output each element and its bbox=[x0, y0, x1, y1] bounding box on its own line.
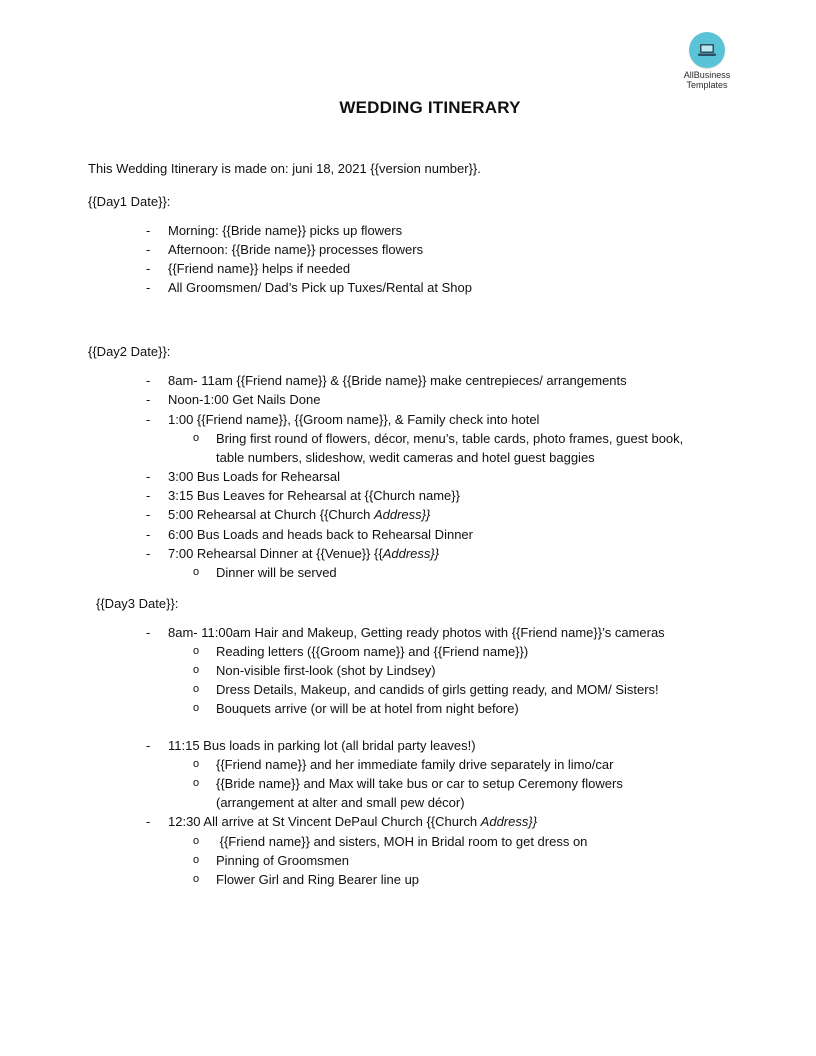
dash-bullet: - bbox=[146, 488, 151, 503]
dash-bullet: - bbox=[146, 814, 151, 829]
dash-bullet: - bbox=[146, 469, 151, 484]
day2-heading: {{Day2 Date}}: bbox=[88, 344, 171, 359]
company-logo bbox=[676, 32, 738, 90]
logo-text-line1: AllBusiness bbox=[683, 70, 731, 80]
circle-bullet: o bbox=[193, 758, 200, 770]
dash-bullet: - bbox=[146, 546, 151, 561]
laptop-icon bbox=[689, 32, 725, 68]
dash-bullet: - bbox=[146, 373, 151, 388]
circle-bullet: o bbox=[193, 683, 200, 695]
circle-bullet: o bbox=[193, 645, 200, 657]
document-page: AllBusiness Templates WEDDING ITINERARY This Wedding Itinerary is made on: juni 18, 2021 {{version number}}. {{Day1 Date}}: - Morning: {{Bride name}} picks up flowers - Afternoon: {{Bride name}} processes flowers - {{Friend name}} helps if needed - All Groomsmen/ Dad’s Pick up Tuxes/Rental at Shop {{Day2 Date}}: - 8am- 11am {{Friend name}} & {{Bride name}} make centrepieces/ arrangements - Noon-1:00 Get Nails Done - 1:00 {{Friend name}}, {{Groom name}}, & Family check into hotel o Bring first round of flowers, décor, menu’s, table cards, photo frames, guest book, table numbers, slideshow, wedit cameras and hotel guest baggies - 3:00 Bus Loads for Rehearsal - 3:15 Bus Leaves for Rehearsal at {{Church name}} - 5:00 Rehearsal at Church {{Church Address}} - 6:00 Bus Loads and heads back to Rehearsal Dinner - 7:00 Rehearsal Dinner at {{Venue}} {{Address}} o Dinner will be served {{Day3 Date}}: - 8am- 11:00am Hair and Makeup, Getting ready photos with {{Friend name}}’s cameras o Reading letters ({{Groom name}} and {{Friend name}}) o Non-visible first-look (shot by Lindsey) o Dress Details, Makeup, and candids of girls getting ready, and MOM/ Sisters! o Bouquets arrive (or will be at hotel from night before) - 11:15 Bus loads in parking lot (all bridal party leaves!) o {{Friend name}} and her immediate family drive separately in limo/car o {{Bride name}} and Max will take bus or car to setup Ceremony flowers (arrangement at alter and small pew décor) - 12:30 All arrive at St Vincent DePaul Church {{Church Address}} o {{Friend name}} and sisters, MOH in Bridal room to get dress on o Pinning of Groomsmen o Flower Girl and Ring Bearer line up bbox=[0, 0, 816, 1056]
day3-heading: {{Day3 Date}}: bbox=[96, 596, 179, 611]
dash-bullet: - bbox=[146, 223, 151, 238]
dash-bullet: - bbox=[146, 280, 151, 295]
dash-bullet: - bbox=[146, 738, 151, 753]
logo-text-line2: Templates bbox=[686, 80, 728, 90]
circle-bullet: o bbox=[193, 835, 200, 847]
dash-bullet: - bbox=[146, 242, 151, 257]
circle-bullet: o bbox=[193, 777, 200, 789]
circle-bullet: o bbox=[193, 664, 200, 676]
dash-bullet: - bbox=[146, 261, 151, 276]
day1-heading: {{Day1 Date}}: bbox=[88, 194, 171, 209]
dash-bullet: - bbox=[146, 392, 151, 407]
circle-bullet: o bbox=[193, 702, 200, 714]
circle-bullet: o bbox=[193, 432, 200, 444]
intro-text: This Wedding Itinerary is made on: juni 18, 2021 {{version number}}. bbox=[88, 161, 481, 176]
circle-bullet: o bbox=[193, 873, 200, 885]
document-title: WEDDING ITINERARY bbox=[339, 98, 521, 117]
dash-bullet: - bbox=[146, 527, 151, 542]
circle-bullet: o bbox=[193, 854, 200, 866]
circle-bullet: o bbox=[193, 566, 200, 578]
dash-bullet: - bbox=[146, 412, 151, 427]
dash-bullet: - bbox=[146, 625, 151, 640]
dash-bullet: - bbox=[146, 507, 151, 522]
